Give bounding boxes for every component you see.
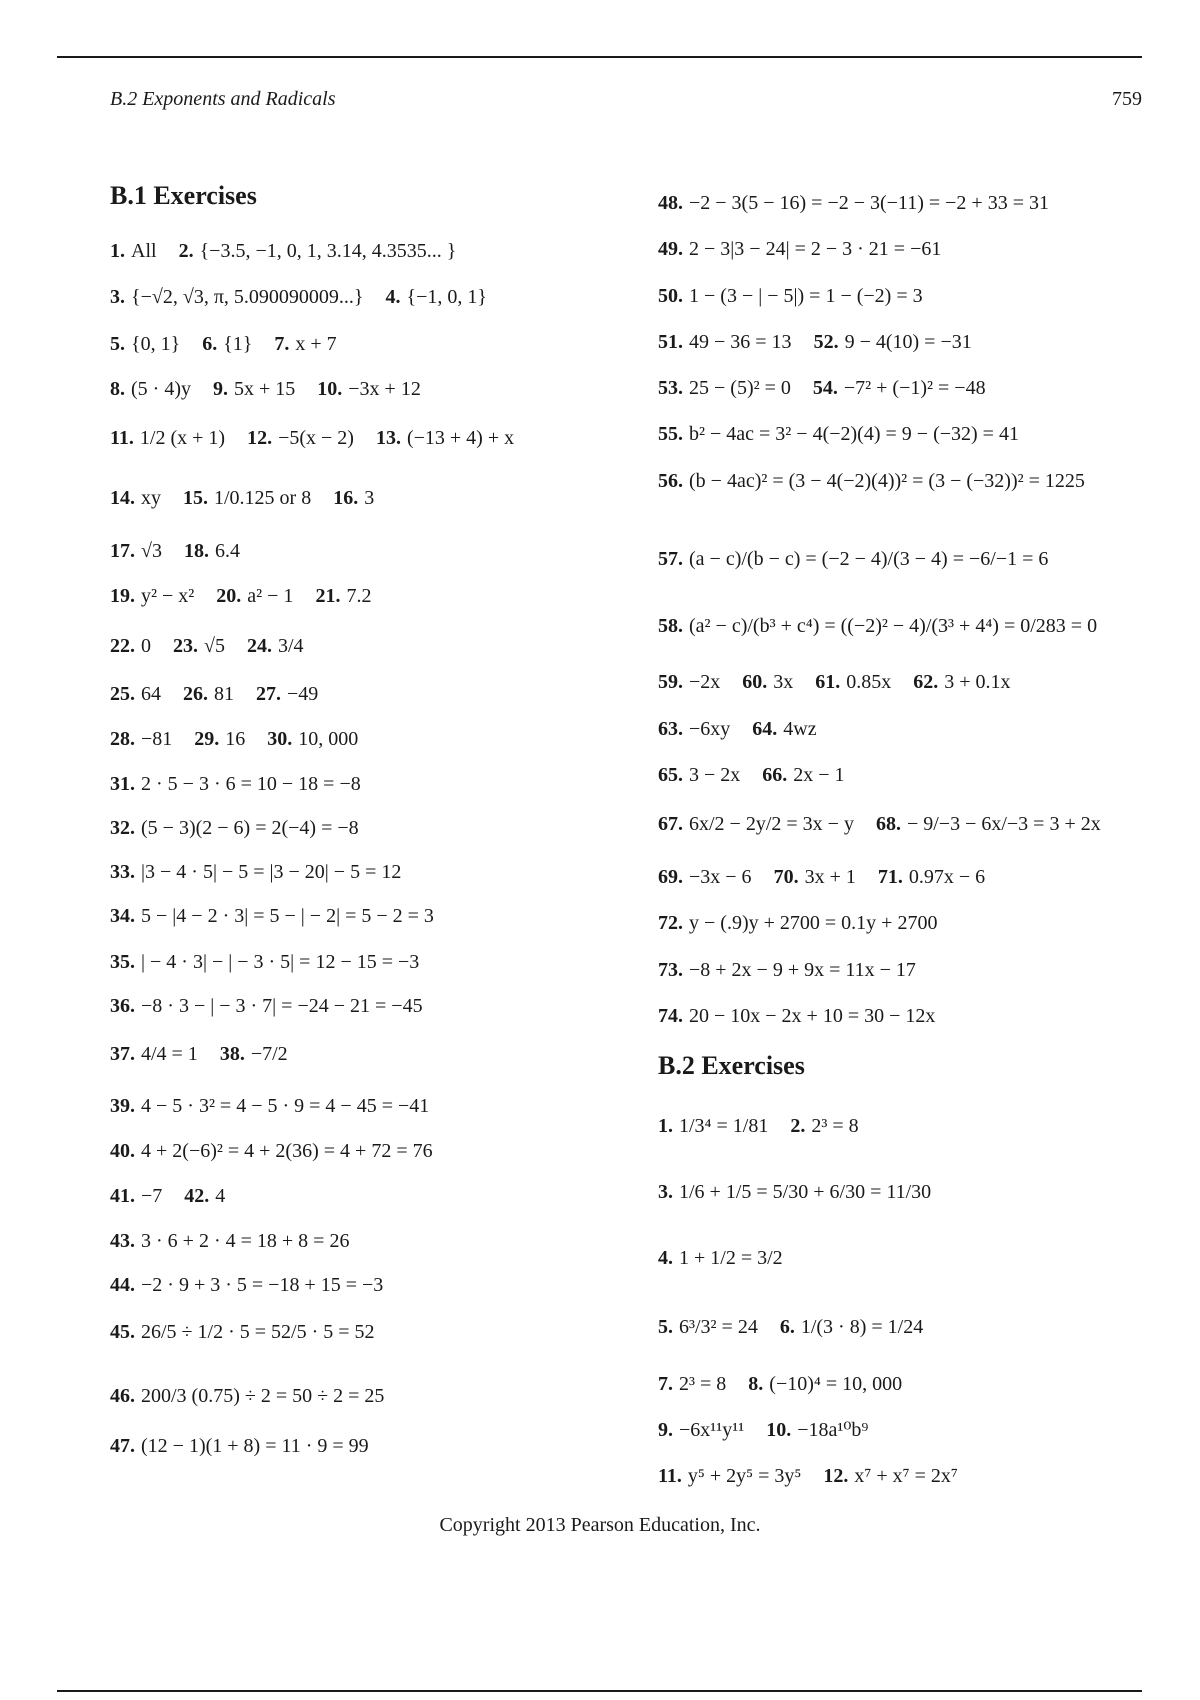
exercise-answer: y² − x²: [141, 585, 195, 607]
exercise-answer: y − (.9)y + 2700 = 0.1y + 2700: [689, 912, 938, 934]
exercise-line: [110, 948, 419, 976]
exercise-line: [658, 1416, 868, 1444]
exercise-number: 3.: [110, 286, 125, 308]
exercise-number: 70.: [773, 866, 799, 888]
exercise-number: 30.: [267, 728, 293, 750]
exercise-answer: 64: [141, 683, 161, 705]
exercise-line: [658, 467, 1138, 495]
exercise-line: [110, 582, 371, 610]
exercise-number: 4.: [658, 1247, 673, 1269]
exercise-line: [658, 1313, 923, 1341]
exercise-number: 51.: [658, 331, 683, 353]
page-number: 759: [1112, 88, 1142, 110]
exercise-number: 72.: [658, 912, 683, 934]
exercise-number: 29.: [194, 728, 220, 750]
exercise-number: 1.: [110, 240, 125, 262]
exercise-line: [110, 1040, 288, 1068]
exercise-line: [110, 1382, 384, 1410]
exercise-answer: 1/6 + 1/5 = 5/30 + 6/30 = 11/30: [679, 1181, 932, 1203]
exercise-answer: x + 7: [295, 333, 337, 355]
exercise-answer: {1}: [223, 333, 253, 355]
exercise-answer: (−10)⁴ = 10, 000: [769, 1373, 903, 1395]
exercise-answer: 4wz: [783, 718, 817, 740]
exercise-number: 35.: [110, 951, 135, 973]
exercise-answer: (5 · 4)y: [131, 378, 191, 400]
exercise-number: 2.: [178, 240, 194, 262]
exercise-number: 34.: [110, 905, 135, 927]
top-rule: [57, 56, 1142, 58]
exercise-line: [658, 863, 985, 891]
exercise-number: 55.: [658, 423, 683, 445]
exercise-number: 39.: [110, 1095, 135, 1117]
exercise-number: 5.: [658, 1316, 673, 1338]
exercise-number: 48.: [658, 192, 683, 214]
exercise-line: [110, 770, 361, 798]
exercise-line: [658, 235, 941, 263]
exercise-number: 73.: [658, 959, 683, 981]
exercise-number: 52.: [813, 331, 839, 353]
exercise-number: 58.: [658, 615, 683, 637]
exercise-answer: 3x: [773, 671, 794, 693]
exercise-line: [658, 1002, 935, 1030]
exercise-answer: 26/5 ÷ 1/2 · 5 = 52/5 · 5 = 52: [141, 1321, 375, 1343]
exercise-answer: 9 − 4(10) = −31: [844, 331, 972, 353]
exercise-answer: 3 · 6 + 2 · 4 = 18 + 8 = 26: [141, 1230, 350, 1252]
exercise-line: [658, 545, 1048, 573]
exercise-answer: (a − c)/(b − c) = (−2 − 4)/(3 − 4) = −6/−1 = 6: [689, 548, 1049, 570]
exercise-number: 18.: [183, 540, 209, 562]
exercise-number: 11.: [658, 1465, 682, 1487]
exercise-number: 22.: [110, 635, 135, 657]
exercise-number: 71.: [877, 866, 903, 888]
exercise-number: 28.: [110, 728, 135, 750]
exercise-answer: 3: [364, 487, 375, 509]
exercise-answer: 0.85x: [846, 671, 892, 693]
exercise-answer: 200/3 (0.75) ÷ 2 = 50 ÷ 2 = 25: [141, 1385, 385, 1407]
exercise-line: [658, 956, 916, 984]
exercise-answer: 1 − (3 − | − 5|) = 1 − (−2) = 3: [689, 285, 923, 307]
exercise-answer: 3 + 0.1x: [944, 671, 1011, 693]
exercise-answer: 4 − 5 · 3² = 4 − 5 · 9 = 4 − 45 = −41: [141, 1095, 430, 1117]
exercise-line: [110, 814, 359, 842]
exercise-answer: 2³ = 8: [811, 1115, 859, 1137]
exercise-line: [110, 632, 304, 660]
exercise-number: 45.: [110, 1321, 135, 1343]
exercise-answer: 1/2 (x + 1): [139, 427, 226, 449]
exercise-line: [110, 1432, 369, 1460]
exercise-line: [658, 1462, 958, 1490]
exercise-line: [110, 1182, 225, 1210]
exercise-answer: 2 − 3|3 − 24| = 2 − 3 · 21 = −61: [689, 238, 942, 260]
exercise-number: 43.: [110, 1230, 135, 1252]
section-heading-b1: B.1 Exercises: [110, 181, 257, 210]
exercise-answer: 10, 000: [298, 728, 359, 750]
exercise-answer: 5x + 15: [233, 378, 296, 400]
exercise-number: 50.: [658, 285, 683, 307]
exercise-answer: {0, 1}: [131, 333, 181, 355]
exercise-answer: −2 · 9 + 3 · 5 = −18 + 15 = −3: [141, 1274, 384, 1296]
exercise-answer: −8 + 2x − 9 + 9x = 11x − 17: [689, 959, 916, 981]
exercise-number: 17.: [110, 540, 135, 562]
exercise-answer: −6xy: [689, 718, 731, 740]
exercise-number: 19.: [110, 585, 135, 607]
exercise-answer: −18a¹⁰b⁹: [797, 1419, 869, 1441]
exercise-answer: (b − 4ac)² = (3 − 4(−2)(4))² = (3 − (−32))² = 1225: [689, 470, 1085, 492]
exercise-line: [110, 1271, 383, 1299]
exercise-number: 16.: [333, 487, 359, 509]
exercise-number: 47.: [110, 1435, 135, 1457]
exercise-answer: (a² − c)/(b³ + c⁴) = ((−2)² − 4)/(3³ + 4⁴) = 0/283 = 0: [689, 615, 1098, 637]
exercise-answer: 1/(3 · 8) = 1/24: [800, 1316, 924, 1338]
exercise-answer: {−3.5, −1, 0, 1, 3.14, 4.3535... }: [199, 240, 457, 262]
left-column: [110, 180, 630, 1457]
exercise-number: 10.: [766, 1419, 792, 1441]
exercise-number: 74.: [658, 1005, 683, 1027]
exercise-number: 7.: [274, 333, 290, 355]
exercise-line: [110, 858, 401, 886]
exercise-answer: −8 · 3 − | − 3 · 7| = −24 − 21 = −45: [141, 995, 423, 1017]
exercise-number: 8.: [748, 1373, 764, 1395]
exercise-number: 38.: [219, 1043, 245, 1065]
exercise-line: [110, 537, 240, 565]
exercise-number: 7.: [658, 1373, 673, 1395]
exercise-line: [658, 761, 845, 789]
exercise-line: [658, 1244, 783, 1272]
exercise-number: 33.: [110, 861, 135, 883]
exercise-line: [658, 374, 986, 402]
exercise-answer: 3 − 2x: [689, 764, 741, 786]
exercise-number: 26.: [183, 683, 208, 705]
copyright-footer: Copyright 2013 Pearson Education, Inc.: [439, 1514, 761, 1536]
exercise-answer: 7.2: [346, 585, 372, 607]
exercise-number: 13.: [375, 427, 401, 449]
exercise-answer: −6x¹¹y¹¹: [679, 1419, 745, 1441]
exercise-answer: 0.97x − 6: [908, 866, 986, 888]
exercise-answer: −3x − 6: [689, 866, 752, 888]
exercise-number: 62.: [913, 671, 939, 693]
section-heading-b2: B.2 Exercises: [658, 1051, 805, 1080]
exercise-number: 64.: [752, 718, 778, 740]
exercise-answer: All: [131, 240, 157, 262]
exercise-number: 32.: [110, 817, 135, 839]
exercise-answer: b² − 4ac = 3² − 4(−2)(4) = 9 − (−32) = 41: [689, 423, 1019, 445]
exercise-line: [110, 1137, 433, 1165]
exercise-line: [658, 420, 1019, 448]
exercise-line: [658, 1370, 902, 1398]
exercise-number: 53.: [658, 377, 683, 399]
exercise-answer: 0: [141, 635, 151, 657]
exercise-answer: | − 4 · 3| − | − 3 · 5| = 12 − 15 = −3: [141, 951, 420, 973]
exercise-answer: −7/2: [250, 1043, 288, 1065]
exercise-number: 2.: [790, 1115, 806, 1137]
exercise-number: 46.: [110, 1385, 135, 1407]
exercise-line: [658, 909, 937, 937]
exercise-answer: (12 − 1)(1 + 8) = 11 · 9 = 99: [141, 1435, 369, 1457]
exercise-answer: 1/3⁴ = 1/81: [679, 1115, 769, 1137]
exercise-line: [658, 810, 1101, 838]
exercise-answer: −49: [287, 683, 319, 705]
exercise-answer: 81: [214, 683, 234, 705]
exercise-number: 10.: [317, 378, 343, 400]
exercise-line: [110, 1318, 375, 1346]
exercise-number: 40.: [110, 1140, 135, 1162]
exercise-answer: −2 − 3(5 − 16) = −2 − 3(−11) = −2 + 33 = 31: [689, 192, 1049, 214]
exercise-answer: 4: [215, 1185, 226, 1207]
exercise-number: 21.: [315, 585, 341, 607]
exercise-line: [110, 1227, 349, 1255]
exercise-line: [658, 715, 817, 743]
exercise-answer: 4/4 = 1: [141, 1043, 198, 1065]
exercise-answer: (5 − 3)(2 − 6) = 2(−4) = −8: [141, 817, 359, 839]
exercise-answer: 25 − (5)² = 0: [689, 377, 791, 399]
exercise-answer: 1 + 1/2 = 3/2: [679, 1247, 783, 1269]
exercise-answer: 2 · 5 − 3 · 6 = 10 − 18 = −8: [141, 773, 361, 795]
exercise-line: [658, 282, 923, 310]
exercise-line: [110, 992, 423, 1020]
exercise-answer: 3x + 1: [804, 866, 856, 888]
exercise-answer: −2x: [689, 671, 721, 693]
exercise-number: 59.: [658, 671, 683, 693]
exercise-line: [110, 330, 337, 358]
exercise-line: [658, 1178, 931, 1206]
exercise-number: 8.: [110, 378, 125, 400]
exercise-number: 25.: [110, 683, 135, 705]
exercise-line: [110, 375, 421, 403]
exercise-number: 69.: [658, 866, 683, 888]
exercise-answer: 6.4: [214, 540, 240, 562]
exercise-answer: −7: [141, 1185, 163, 1207]
exercise-answer: 6³/3² = 24: [679, 1316, 758, 1338]
exercise-line: [658, 328, 972, 356]
exercise-number: 66.: [762, 764, 788, 786]
exercise-answer: 1/0.125 or 8: [214, 487, 312, 509]
exercise-number: 15.: [183, 487, 208, 509]
exercise-number: 9.: [212, 378, 228, 400]
exercise-answer: xy: [141, 487, 161, 509]
running-head: B.2 Exponents and Radicals: [110, 88, 336, 110]
exercise-number: 67.: [658, 813, 683, 835]
exercise-number: 5.: [110, 333, 125, 355]
exercise-answer: 3/4: [277, 635, 304, 657]
exercise-answer: 2x − 1: [793, 764, 845, 786]
exercise-number: 11.: [110, 427, 134, 449]
exercise-answer: 4 + 2(−6)² = 4 + 2(36) = 4 + 72 = 76: [141, 1140, 433, 1162]
exercise-answer: |3 − 4 · 5| − 5 = |3 − 20| − 5 = 12: [141, 861, 402, 883]
exercise-answer: √3: [141, 540, 162, 562]
exercise-number: 3.: [658, 1181, 673, 1203]
exercise-number: 54.: [812, 377, 838, 399]
exercise-line: [658, 612, 1097, 640]
exercise-line: [110, 237, 456, 265]
exercise-number: 37.: [110, 1043, 135, 1065]
exercise-answer: − 9/−3 − 6x/−3 = 3 + 2x: [906, 813, 1101, 835]
exercise-number: 1.: [658, 1115, 673, 1137]
exercise-number: 14.: [110, 487, 135, 509]
exercise-answer: −5(x − 2): [278, 427, 354, 449]
exercise-line: [658, 1112, 859, 1140]
exercise-number: 23.: [173, 635, 198, 657]
exercise-line: [110, 902, 434, 930]
exercise-number: 56.: [658, 470, 683, 492]
exercise-number: 68.: [875, 813, 901, 835]
exercise-line: [110, 424, 514, 452]
exercise-answer: 2³ = 8: [679, 1373, 727, 1395]
exercise-answer: −81: [141, 728, 173, 750]
exercise-answer: {−1, 0, 1}: [406, 286, 488, 308]
exercise-answer: 20 − 10x − 2x + 10 = 30 − 12x: [689, 1005, 936, 1027]
exercise-number: 49.: [658, 238, 683, 260]
exercise-line: [658, 668, 1011, 696]
exercise-number: 61.: [815, 671, 841, 693]
exercise-answer: {−√2, √3, π, 5.090090009...}: [131, 286, 364, 308]
exercise-line: [110, 283, 487, 311]
exercise-answer: −3x + 12: [348, 378, 421, 400]
exercise-answer: x⁷ + x⁷ = 2x⁷: [854, 1465, 958, 1487]
exercise-answer: y⁵ + 2y⁵ = 3y⁵: [687, 1465, 802, 1487]
exercise-number: 57.: [658, 548, 683, 570]
exercise-number: 44.: [110, 1274, 135, 1296]
exercise-number: 63.: [658, 718, 683, 740]
exercise-number: 9.: [658, 1419, 673, 1441]
exercise-answer: 16: [225, 728, 246, 750]
exercise-number: 31.: [110, 773, 135, 795]
exercise-number: 36.: [110, 995, 135, 1017]
exercise-number: 42.: [184, 1185, 210, 1207]
exercise-number: 41.: [110, 1185, 135, 1207]
exercise-number: 6.: [202, 333, 218, 355]
exercise-answer: (−13 + 4) + x: [406, 427, 515, 449]
exercise-answer: 6x/2 − 2y/2 = 3x − y: [689, 813, 854, 835]
exercise-line: [658, 189, 1049, 217]
exercise-number: 4.: [385, 286, 401, 308]
bottom-rule: [57, 1690, 1142, 1692]
exercise-number: 60.: [742, 671, 768, 693]
exercise-answer: √5: [204, 635, 225, 657]
exercise-number: 65.: [658, 764, 683, 786]
exercise-line: [110, 1092, 429, 1120]
exercise-number: 12.: [823, 1465, 849, 1487]
exercise-answer: −7² + (−1)² = −48: [843, 377, 986, 399]
exercise-number: 27.: [256, 683, 281, 705]
exercise-line: [110, 725, 358, 753]
exercise-number: 24.: [246, 635, 272, 657]
exercise-line: [110, 680, 318, 708]
exercise-answer: 5 − |4 − 2 · 3| = 5 − | − 2| = 5 − 2 = 3: [141, 905, 434, 927]
exercise-number: 12.: [247, 427, 273, 449]
exercise-answer: a² − 1: [247, 585, 294, 607]
exercise-answer: 49 − 36 = 13: [689, 331, 792, 353]
exercise-number: 6.: [779, 1316, 795, 1338]
exercise-number: 20.: [216, 585, 242, 607]
exercise-line: [110, 484, 374, 512]
